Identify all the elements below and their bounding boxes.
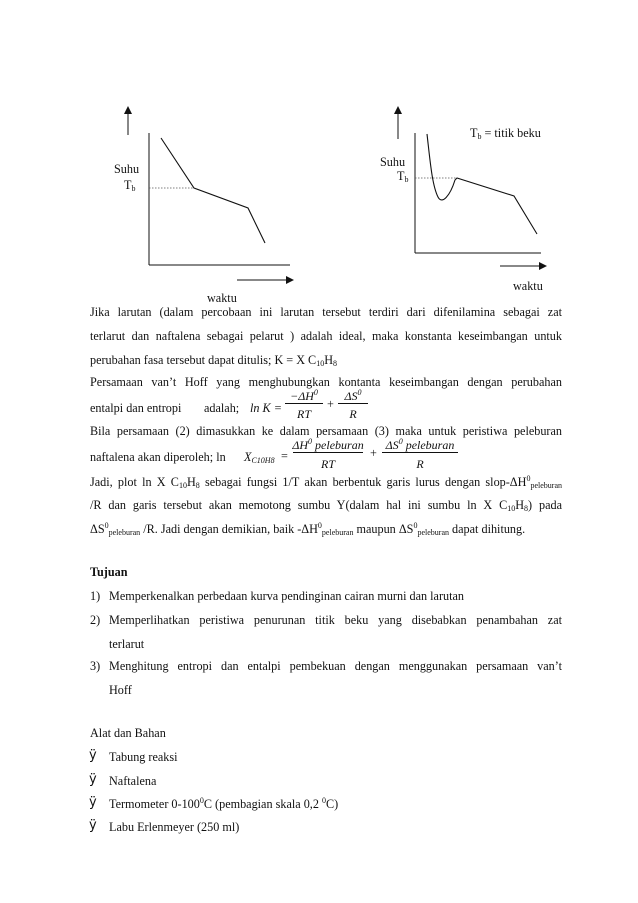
para2-adalah: adalah; bbox=[204, 401, 240, 415]
eq2-frac1-num: $\Delta H^0$ peleburan bbox=[292, 437, 364, 452]
para4-line2: /R dan garis tersebut akan memotong sumbu Y(dalam hal ini sumbu ln X $C_{10}H_8$) pada bbox=[90, 498, 562, 513]
right-tb-label: $T_b$ bbox=[397, 169, 409, 184]
alat-item2: Naftalena bbox=[109, 774, 157, 788]
para3-line1: Bila persamaan (2) dimasukkan ke dalam persamaan (3) maka untuk peristiwa peleburan bbox=[90, 424, 562, 438]
tujuan-item3-line1: Menghitung entropi dan entalpi pembekuan dengan menggunakan persamaan van’t bbox=[109, 659, 562, 673]
bullet-4: ÿ bbox=[89, 818, 97, 833]
para3-line2-text: naftalena akan diperoleh; ln bbox=[90, 450, 226, 464]
bullet-2: ÿ bbox=[89, 772, 97, 787]
tujuan-heading: Tujuan bbox=[90, 565, 128, 579]
right-y-label: Suhu bbox=[380, 155, 406, 169]
left-x-label: waktu bbox=[207, 291, 237, 305]
tujuan-item2-num: 2) bbox=[90, 613, 101, 627]
left-curve-line bbox=[161, 138, 265, 243]
eq1-frac2-den: R bbox=[349, 407, 357, 421]
eq2-frac2-den: R bbox=[416, 457, 424, 471]
tujuan-item1: Memperkenalkan perbedaan kurva pendinginan cairan murni dan larutan bbox=[109, 589, 464, 603]
eq1-frac1-num: $-\Delta H^0$ bbox=[290, 388, 318, 403]
eq2-frac1-bar bbox=[293, 452, 363, 453]
eq1-plus: + bbox=[327, 397, 334, 411]
left-tb-label: $T_b$ bbox=[124, 178, 136, 193]
right-curve-line bbox=[427, 134, 537, 234]
bullet-3: ÿ bbox=[89, 795, 97, 810]
tujuan-item3-line2: Hoff bbox=[109, 683, 132, 697]
tujuan-item3-num: 3) bbox=[90, 659, 101, 673]
para1-line3: perubahan fasa tersebut dapat ditulis; K = X $C_{10}H_8$ bbox=[90, 353, 338, 368]
eq1-frac2-bar bbox=[338, 403, 368, 404]
eq1-lhs: ln K = bbox=[250, 401, 282, 415]
alat-item4: Labu Erlenmeyer (250 ml) bbox=[109, 820, 240, 834]
right-x-label: waktu bbox=[513, 279, 543, 293]
tujuan-item2-line2: terlarut bbox=[109, 637, 145, 651]
right-legend: $T_b$ = titik beku bbox=[470, 126, 541, 141]
eq2-equals: = bbox=[281, 449, 288, 463]
eq1-frac1-den: RT bbox=[296, 407, 311, 421]
para1-line2: terlarut dan naftalena sebagai pelarut ) adalah ideal, maka konstanta keseimbangan untuk bbox=[90, 329, 562, 343]
tujuan-item2-line1: Memperlihatkan peristiwa penurunan titik beku yang disebabkan penambahan zat bbox=[109, 613, 562, 627]
para4-line3: $\Delta S^0_{peleburan}$ /R. Jadi dengan demikian, baik $-\Delta H^0_{peleburan}$ maupun $\Delta S^0_{peleburan}$ dapat dihitung. bbox=[90, 521, 526, 537]
tujuan-item1-num: 1) bbox=[90, 589, 101, 603]
eq2-plus: + bbox=[370, 446, 377, 460]
eq1-frac1-bar bbox=[285, 403, 323, 404]
para2-line1: Persamaan van’t Hoff yang menghubungkan kontanta keseimbangan dengan perubahan bbox=[90, 375, 562, 389]
eq2-frac2-num: $\Delta S^0$ peleburan bbox=[385, 437, 455, 452]
alat-item1: Tabung reaksi bbox=[109, 750, 178, 764]
para2-line2-text: entalpi dan entropi bbox=[90, 401, 182, 415]
para1-line1: Jika larutan (dalam percobaan ini larutan tersebut terdiri dari difenilamina sebagai zat bbox=[90, 305, 562, 319]
eq2-frac2-bar bbox=[382, 452, 458, 453]
eq2-x: $X_{C10H8}$ bbox=[244, 450, 275, 465]
alat-item3: Termometer $0-100^0C$ (pembagian skala 0,2 $^0$C) bbox=[109, 796, 339, 811]
para4-line1: Jadi, plot ln X $C_{10}H_8$ sebagai fungsi 1/T akan berbentuk garis lurus dengan slop-$\Delta H^0_{peleburan}$ bbox=[90, 474, 562, 490]
alat-heading: Alat dan Bahan bbox=[90, 726, 166, 740]
eq2-frac1-den: RT bbox=[320, 457, 335, 471]
left-y-label: Suhu bbox=[114, 162, 140, 176]
bullet-1: ÿ bbox=[89, 748, 97, 763]
left-cooling-curve bbox=[128, 108, 292, 280]
eq1-frac2-num: $\Delta S^0$ bbox=[344, 388, 362, 403]
